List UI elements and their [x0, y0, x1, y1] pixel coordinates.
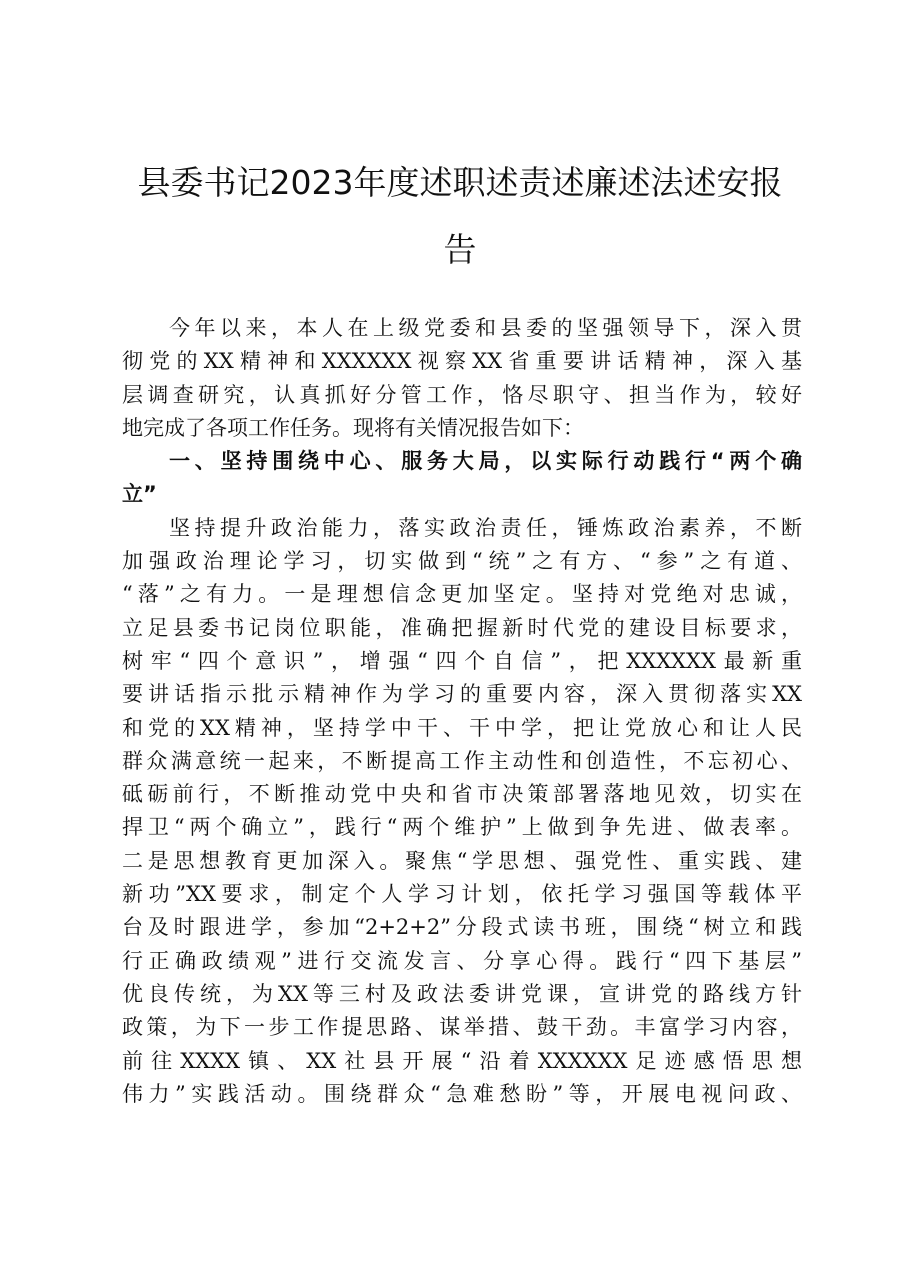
- text-line: 立足县委书记岗位职能，准确把握新时代党的建设目标要求，: [122, 615, 802, 640]
- text-line: 坚持提升政治能力，落实政治责任，锤炼政治素养，不断: [169, 515, 802, 540]
- heading-text: 一、坚持围绕中心、服务大局，以实际行动践行“两个确: [169, 449, 802, 474]
- text-line: 前往XXXX镇、XX社县开展“沿着XXXXXX足迹感悟思想: [122, 1048, 802, 1073]
- paragraph-line: [122, 911, 802, 944]
- paragraph-line: [122, 678, 802, 711]
- paragraph-line: [122, 1011, 802, 1044]
- paragraph-line: [122, 878, 802, 911]
- paragraph-line: [122, 945, 802, 978]
- paragraph-line: [122, 312, 802, 345]
- text-line: 优良传统，为XX等三村及政法委讲党课，宣讲党的路线方针: [122, 981, 802, 1006]
- paragraph-line: [122, 745, 802, 778]
- paragraph-line: [122, 645, 802, 678]
- paragraph-line: [122, 578, 802, 611]
- paragraph-line: [122, 811, 802, 844]
- heading-text: 立”: [122, 482, 157, 507]
- text-line: 伟力”实践活动。围绕群众“急难愁盼”等，开展电视问政、: [122, 1081, 802, 1106]
- text-line: 新功”XX要求，制定个人学习计划，依托学习强国等载体平: [122, 882, 802, 907]
- document-title-line-1: 县委书记2023年度述职述责述廉述法述安报: [137, 163, 783, 202]
- text-line: 捍卫“两个确立”，践行“两个维护”上做到争先进、做表率。: [122, 815, 802, 840]
- paragraph-line: [122, 345, 802, 378]
- text-line: 砥砺前行，不断推动党中央和省市决策部署落地见效，切实在: [122, 782, 802, 807]
- text-line: 台及时跟进学，参加“2+2+2”分段式读书班，围绕“树立和践: [122, 915, 802, 940]
- paragraph-line: [122, 845, 802, 878]
- document-body: [122, 312, 802, 1111]
- text-line: 层调查研究，认真抓好分管工作，恪尽职守、担当作为，较好: [122, 382, 802, 407]
- paragraph-line: [122, 978, 802, 1011]
- document-title-line-2: 告: [443, 230, 477, 269]
- text-line: 树牢“四个意识”，增强“四个自信”，把XXXXXX最新重: [122, 648, 802, 673]
- text-line: 群众满意统一起来，不断提高工作主动性和创造性，不忘初心、: [122, 748, 802, 773]
- paragraph-line: [122, 778, 802, 811]
- paragraph-line: [122, 379, 802, 412]
- section-heading-line: [122, 478, 802, 511]
- text-line: 加强政治理论学习，切实做到“统”之有方、“参”之有道、: [122, 549, 802, 574]
- text-line: 彻党的XX精神和XXXXXX视察XX省重要讲话精神，深入基: [122, 349, 802, 374]
- paragraph-line: [122, 545, 802, 578]
- paragraph-line: [122, 712, 802, 745]
- text-line: 政策，为下一步工作提思路、谋举措、鼓干劲。丰富学习内容，: [122, 1015, 802, 1040]
- text-line: 行正确政绩观”进行交流发言、分享心得。践行“四下基层”: [122, 948, 802, 973]
- text-line: 要讲话指示批示精神作为学习的重要内容，深入贯彻落实XX: [122, 682, 802, 707]
- section-heading-line: [122, 445, 802, 478]
- paragraph-line: [122, 512, 802, 545]
- text-line: “落”之有力。一是理想信念更加坚定。坚持对党绝对忠诚，: [122, 582, 802, 607]
- text-line: 二是思想教育更加深入。聚焦“学思想、强党性、重实践、建: [122, 848, 802, 873]
- text-line: 今年以来，本人在上级党委和县委的坚强领导下，深入贯: [169, 316, 802, 340]
- paragraph-line: [122, 1045, 802, 1078]
- paragraph-line: [122, 612, 802, 645]
- paragraph-line: [122, 412, 802, 445]
- paragraph-line: [122, 1078, 802, 1111]
- text-line: 和党的XX精神，坚持学中干、干中学，把让党放心和让人民: [122, 715, 802, 740]
- text-line: 地完成了各项工作任务。现将有关情况报告如下：: [122, 415, 584, 440]
